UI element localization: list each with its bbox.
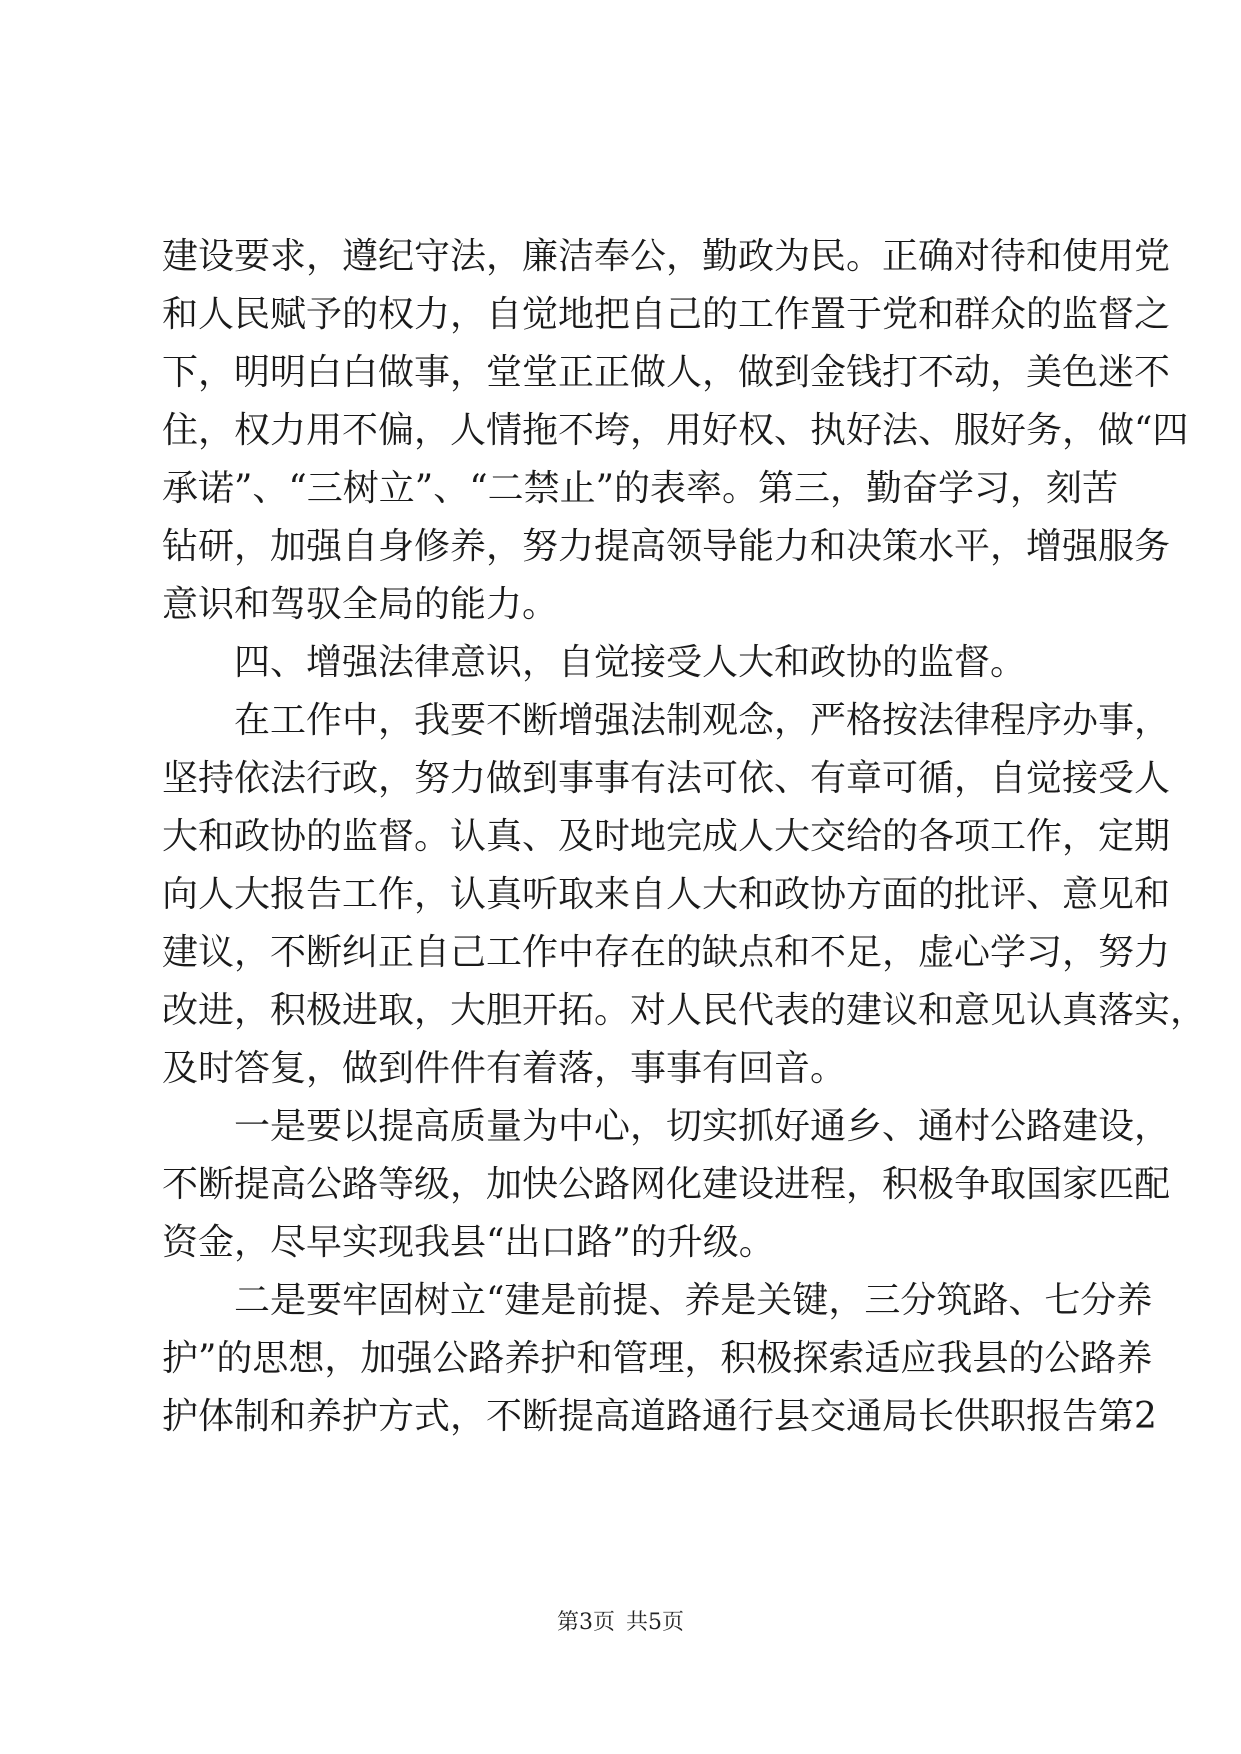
text-line: 资金，尽早实现我县“出口路”的升级。: [162, 1222, 775, 1263]
text-line: 坚持依法行政，努力做到事事有法可依、有章可循，自觉接受人: [162, 758, 1171, 799]
text-line: 住，权力用不偏，人情拖不垮，用好权、执好法、服好务，做“四: [162, 410, 1189, 451]
text-line: 大和政协的监督。认真、及时地完成人大交给的各项工作，定期: [162, 816, 1171, 857]
text-line: 建议，不断纠正自己工作中存在的缺点和不足，虚心学习，努力: [162, 932, 1171, 973]
text-line: 钻研，加强自身修养，努力提高领导能力和决策水平，增强服务: [162, 526, 1171, 567]
text-line: 一是要以提高质量为中心，切实抓好通乡、通村公路建设，: [234, 1106, 1171, 1147]
text-line: 建设要求，遵纪守法，廉洁奉公，勤政为民。正确对待和使用党: [162, 236, 1171, 277]
text-line: 承诺”、“三树立”、“二禁止”的表率。第三，勤奋学习，刻苦: [162, 468, 1119, 509]
text-line: 和人民赋予的权力，自觉地把自己的工作置于党和群众的监督之: [162, 294, 1171, 335]
text-line: 向人大报告工作，认真听取来自人大和政协方面的批评、意见和: [162, 874, 1171, 915]
section-heading: 四、增强法律意识，自觉接受人大和政协的监督。: [234, 642, 1027, 683]
text-line: 不断提高公路等级，加快公路网化建设进程，积极争取国家匹配: [162, 1164, 1171, 1205]
text-line: 在工作中，我要不断增强法制观念，严格按法律程序办事，: [234, 700, 1171, 741]
text-line: 下，明明白白做事，堂堂正正做人，做到金钱打不动，美色迷不: [162, 352, 1171, 393]
text-line: 改进，积极进取，大胆开拓。对人民代表的建议和意见认真落实，: [162, 990, 1207, 1031]
text-line: 护”的思想，加强公路养护和管理，积极探索适应我县的公路养: [162, 1338, 1153, 1379]
text-line: 护体制和养护方式，不断提高道路通行县交通局长供职报告第2: [162, 1396, 1157, 1437]
page-number-footer: 第3页 共5页: [557, 1610, 684, 1635]
text-line: 及时答复，做到件件有着落，事事有回音。: [162, 1048, 847, 1089]
text-line: 意识和驾驭全局的能力。: [162, 584, 559, 625]
text-line: 二是要牢固树立“建是前提、养是关键，三分筑路、七分养: [234, 1280, 1153, 1321]
